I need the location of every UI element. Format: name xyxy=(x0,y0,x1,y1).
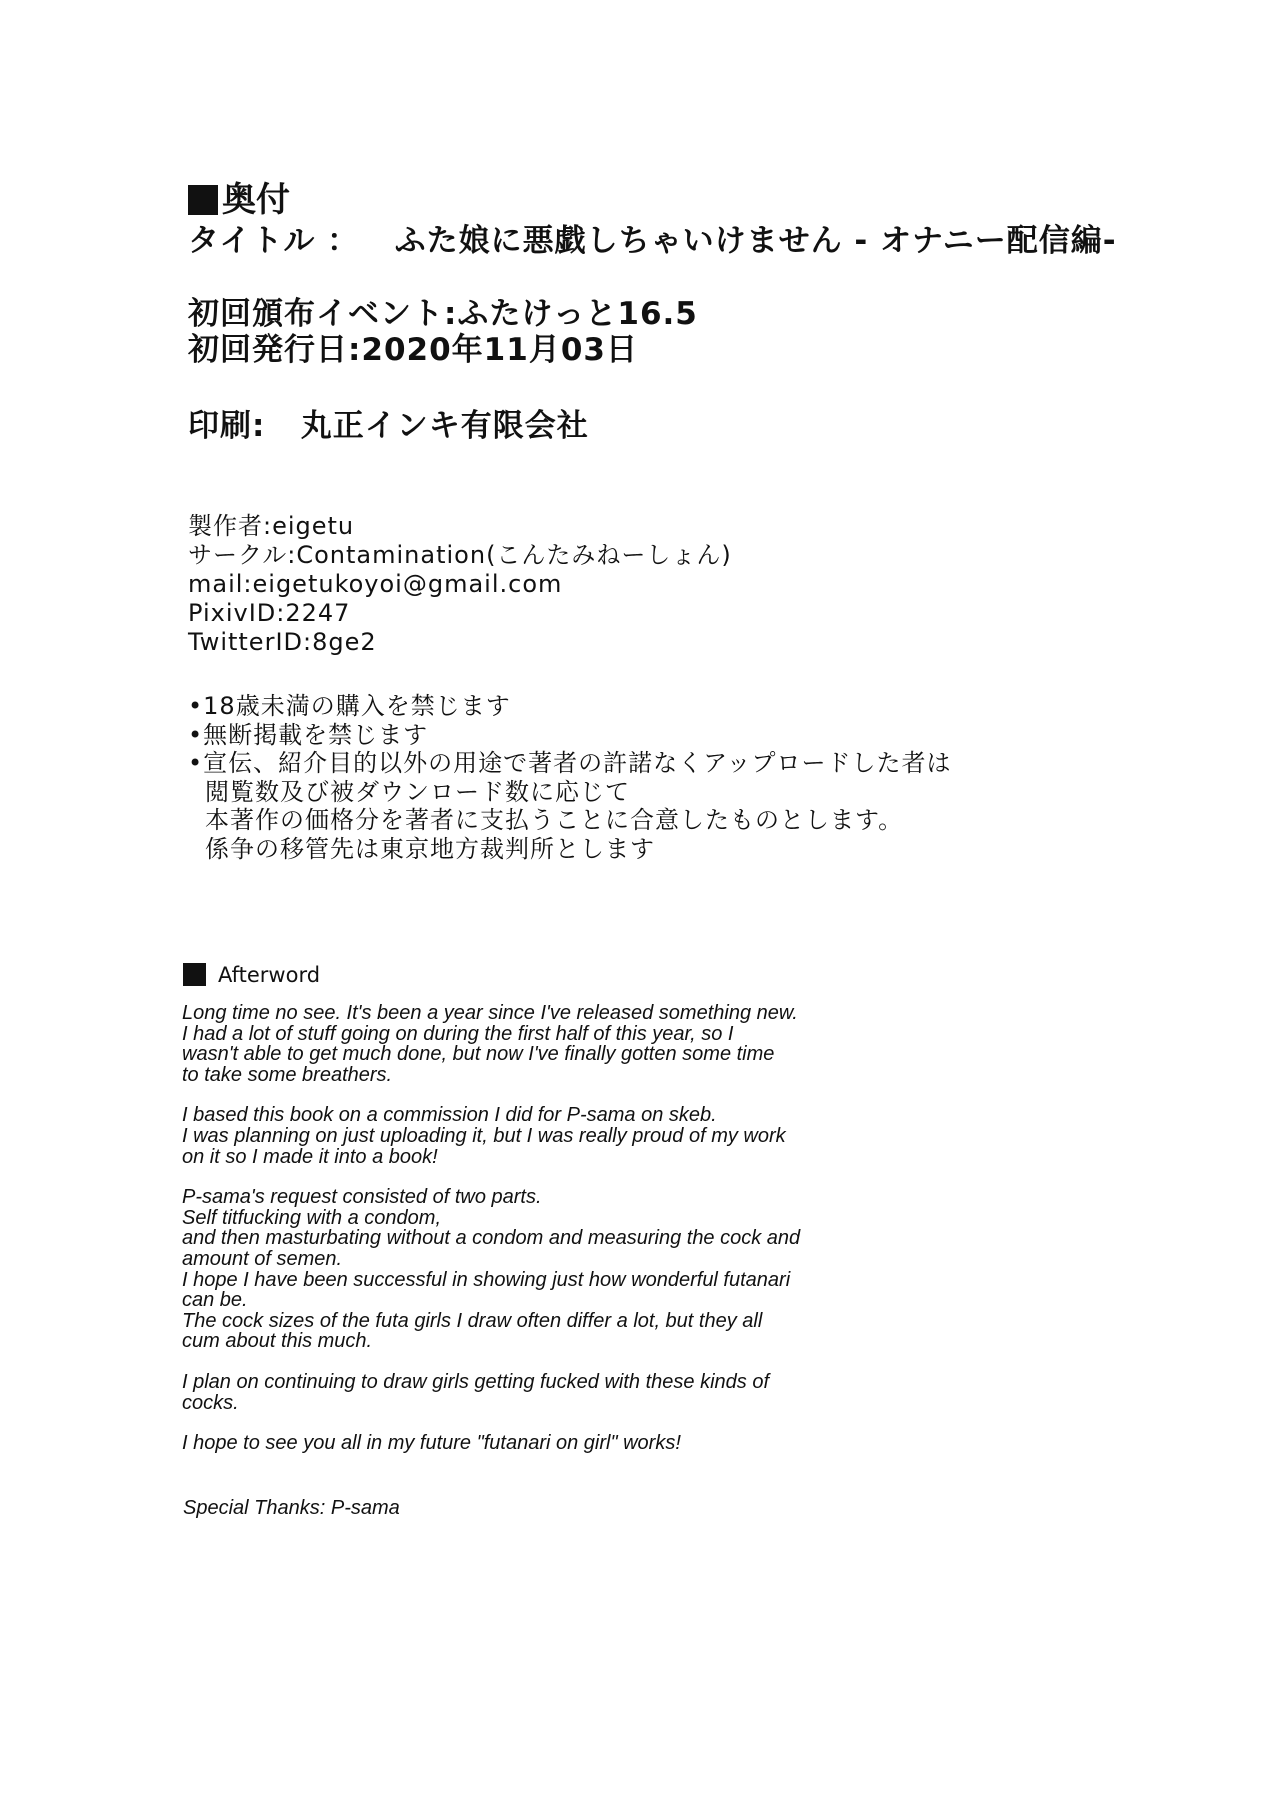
special-thanks: Special Thanks: P-sama xyxy=(183,1497,400,1519)
afterword-heading-text: Afterword xyxy=(218,963,321,987)
note-item: •無断掲載を禁じます xyxy=(188,720,429,749)
circle-line: サークル:Contamination(こんたみねーしょん) xyxy=(188,541,732,569)
afterword-line: Long time no see. It's been a year since I've released something new. xyxy=(182,1002,798,1024)
note-item: •18歳未満の購入を禁じます xyxy=(188,692,511,720)
printer-value: 丸正インキ有限会社 xyxy=(300,408,589,444)
mail-line: mail:eigetukoyoi@gmail.com xyxy=(188,570,563,598)
black-square-icon xyxy=(188,185,218,215)
notes-list xyxy=(188,692,951,863)
afterword-line: The cock sizes of the futa girls I draw often differ a lot, but they all xyxy=(182,1309,763,1332)
afterword-body xyxy=(182,1003,800,1474)
afterword-line: I hope I have been successful in showing just how wonderful futanari xyxy=(182,1268,791,1291)
afterword-line: I plan on continuing to draw girls getting fucked with these kinds of xyxy=(182,1370,770,1393)
black-square-icon xyxy=(183,963,206,986)
colophon-heading-text: 奥付 xyxy=(222,180,290,220)
title-value: ふた娘に悪戯しちゃいけません - オナニー配信編- xyxy=(394,223,1117,259)
afterword-line: I hope to see you all in my future "futanari on girl" works! xyxy=(182,1432,681,1455)
title-line xyxy=(188,221,1117,261)
note-item: 閲覧数及び被ダウンロード数に応じて xyxy=(205,777,630,806)
event-line: 初回頒布イベント:ふたけっと16.5 xyxy=(188,296,698,332)
afterword-line: wasn't able to get much done, but now I've finally gotten some time xyxy=(182,1043,775,1066)
afterword-line: I based this book on a commission I did for P-sama on skeb. xyxy=(182,1104,717,1127)
afterword-line: amount of semen. xyxy=(182,1247,343,1270)
title-label: タイトル ： xyxy=(188,223,360,259)
twitter-line: TwitterID:8ge2 xyxy=(188,628,377,656)
afterword-line: I was planning on just uploading it, but I was really proud of my work xyxy=(182,1124,786,1147)
afterword-line: I had a lot of stuff going on during the first half of this year, so I xyxy=(182,1022,734,1045)
afterword-heading xyxy=(183,962,320,988)
afterword-line: Self titfucking with a condom, xyxy=(182,1206,442,1229)
colophon-heading xyxy=(188,180,290,220)
afterword-line: cocks. xyxy=(182,1391,239,1414)
afterword-paragraph xyxy=(182,1105,800,1167)
afterword-line: P-sama's request consisted of two parts. xyxy=(182,1186,542,1209)
date-line: 初回発行日:2020年11月03日 xyxy=(188,332,638,368)
note-item: •宣伝、紹介目的以外の用途で著者の許諾なくアップロードした者は xyxy=(188,749,952,777)
afterword-paragraph xyxy=(182,1372,800,1413)
afterword-line: and then masturbating without a condom and measuring the cock and xyxy=(182,1227,801,1250)
afterword-paragraph xyxy=(182,1003,800,1085)
afterword-line: can be. xyxy=(182,1289,248,1312)
author-info xyxy=(188,512,732,657)
afterword-line: cum about this much. xyxy=(182,1330,373,1353)
printer-line xyxy=(188,406,589,446)
afterword-paragraph xyxy=(182,1433,800,1454)
afterword-line: to take some breathers. xyxy=(182,1063,393,1086)
author-line: 製作者:eigetu xyxy=(188,512,355,540)
pixiv-line: PixivID:2247 xyxy=(188,599,351,627)
note-item: 本著作の価格分を著者に支払うことに合意したものとします。 xyxy=(205,806,904,834)
note-item: 係争の移管先は東京地方裁判所とします xyxy=(205,834,655,863)
afterword-line: on it so I made it into a book! xyxy=(182,1145,438,1168)
printer-label: 印刷: xyxy=(188,408,266,444)
afterword-paragraph xyxy=(182,1187,800,1352)
